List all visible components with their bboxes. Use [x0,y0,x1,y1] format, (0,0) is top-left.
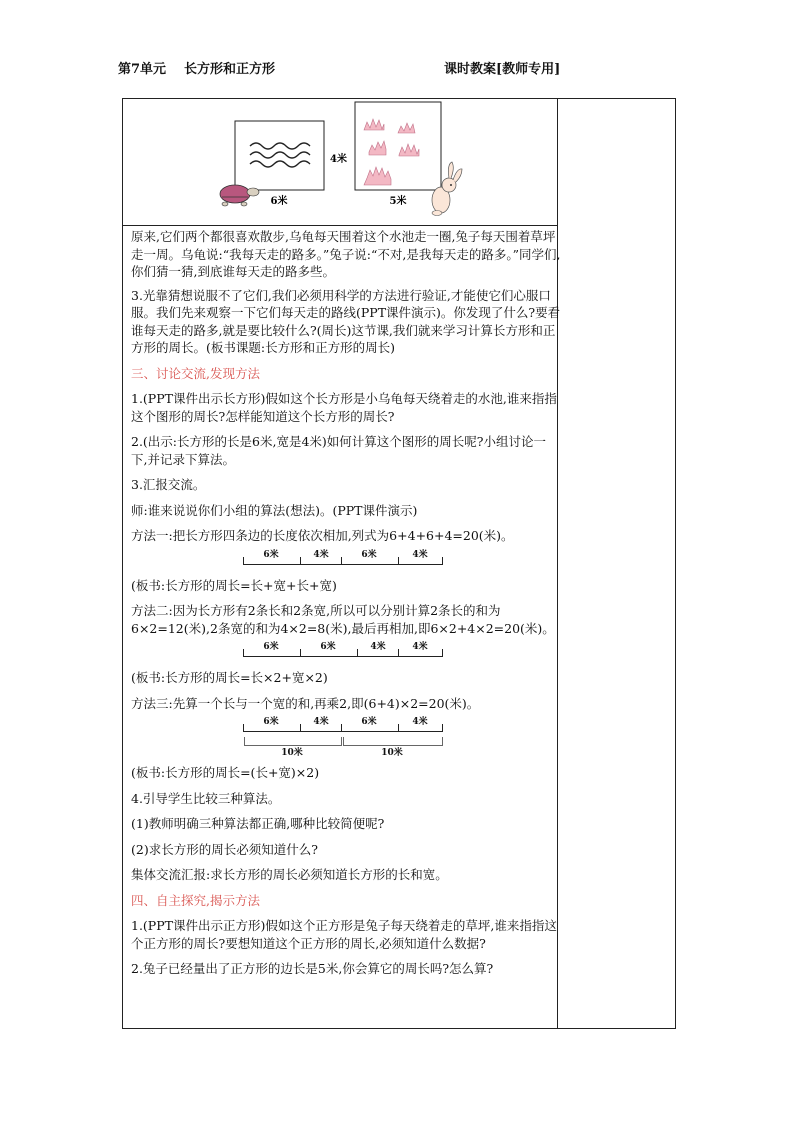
segment-diagram-1 [243,547,443,569]
section-heading: 三、讨论交流,发现方法 [131,365,260,381]
segment-tick [243,724,244,732]
paragraph: (板书:长方形的周长=长×2+宽×2) [131,670,328,685]
segment-label: 4米 [313,717,329,727]
paragraph: 方法一:把长方形四条边的长度依次相加,列式为6+4+6+4=20(米)。 [131,528,514,543]
segment-tick [243,557,244,565]
tortoise-icon [220,185,259,206]
paragraph: 4.引导学生比较三种算法。 [131,790,281,806]
paragraph: 2.兔子已经量出了正方形的边长是5米,你会算它的周长吗?怎么算? [131,961,494,976]
segment-label: 6米 [263,549,279,560]
paragraph: 2.(出示:长方形的长是6米,宽是4米)如何计算这个图形的周长呢?小组讨论一下,并记录下算法。 [131,434,546,467]
segment-label: 4米 [412,642,428,652]
segment-label: 4米 [313,549,329,560]
paragraph: 3.光靠猜想说服不了它们,我们必须用科学的方法进行验证,才能使它们心服口服。我们先来观察一下它们每天走的路线(PPT课件演示)。你发现了什么?要看谁每天走的路多,就是要比较什么?(周长)这节课,我们就来学习计算长方形和正方形的周长。(板书课题:长方形和正方形的周长) [131,287,561,355]
rect-width-label: 6米 [270,196,288,207]
section-heading: 四、自主探究,揭示方法 [131,892,260,908]
segment-label: 6米 [361,717,377,727]
sum-label: 10米 [381,748,403,758]
water-waves-icon [250,143,310,167]
segment-diagram-3 [243,714,443,756]
segment-tick [442,724,443,732]
segment-tick [442,649,443,657]
sum-label: 10米 [281,748,303,758]
paragraph: 原来,它们两个都很喜欢散步,乌龟每天围着这个水池走一圈,兔子每天围着草坪走一周。乌龟说:“我每天走的路多。”兔子说:“不对,是我每天走的路多。”同学们,你们猜一猜,到底谁每天走的路多些。 [131,229,561,279]
rect-height-label: 4米 [330,154,347,165]
square-side-label: 5米 [389,196,407,207]
intro-figure [213,100,493,224]
paragraph: (2)求长方形的周长必须知道什么? [131,841,318,857]
paragraph: 方法三:先算一个长与一个宽的和,再乘2,即(6+4)×2=20(米)。 [131,695,480,711]
paragraph: (板书:长方形的周长=(长+宽)×2) [131,765,320,780]
segment-label: 4米 [370,642,386,652]
segment-tick [398,557,399,565]
paragraph: 1.(PPT课件出示长方形)假如这个长方形是小乌龟每天绕着走的水池,谁来指指这个图形的周长?怎样能知道这个长方形的周长? [131,391,557,424]
segment-label: 6米 [263,717,279,727]
segment-tick [398,649,399,657]
segment-tick [341,557,342,565]
topic-label: 长方形和正方形 [184,62,276,77]
paragraph: (1)教师明确三种算法都正确,哪种比较简便呢? [131,816,385,831]
header-right: 课时教案[教师专用] [444,62,561,77]
segment-tick [300,649,301,657]
segment-tick [243,649,244,657]
segment-diagram-2 [243,639,443,661]
segment-tick [442,557,443,565]
paragraph: 3.汇报交流。 [131,477,206,492]
header-left [118,58,275,77]
paragraph: 集体交流汇报:求长方形的周长必须知道长方形的长和宽。 [131,867,448,882]
lesson-content [131,228,561,986]
rabbit-icon [432,162,462,216]
paragraph: 1.(PPT课件出示正方形)假如这个正方形是兔子每天绕着走的草坪,谁来指指这个正方形的周长?要想知道这个正方形的周长,必须知道什么数据? [131,918,557,951]
paragraph: (板书:长方形的周长=长+宽+长+宽) [131,577,337,593]
segment-label: 4米 [412,549,428,560]
paragraph: 方法二:因为长方形有2条长和2条宽,所以可以分别计算2条长的和为6×2=12(米),2条宽的和为4×2=8(米),最后再相加,即6×2+4×2=20(米)。 [131,603,555,636]
segment-label: 6米 [361,549,377,560]
grass-icon [364,119,419,185]
segment-label: 6米 [263,642,279,652]
pond-rectangle [235,121,324,190]
unit-label: 第7单元 [118,62,167,77]
segment-tick [398,724,399,732]
paragraph: 师:谁来说说你们小组的算法(想法)。(PPT课件演示) [131,502,418,518]
segment-label: 4米 [412,717,428,727]
segment-tick [341,724,342,732]
page-header [118,58,684,80]
row-divider [123,225,557,226]
segment-label: 6米 [320,642,336,652]
